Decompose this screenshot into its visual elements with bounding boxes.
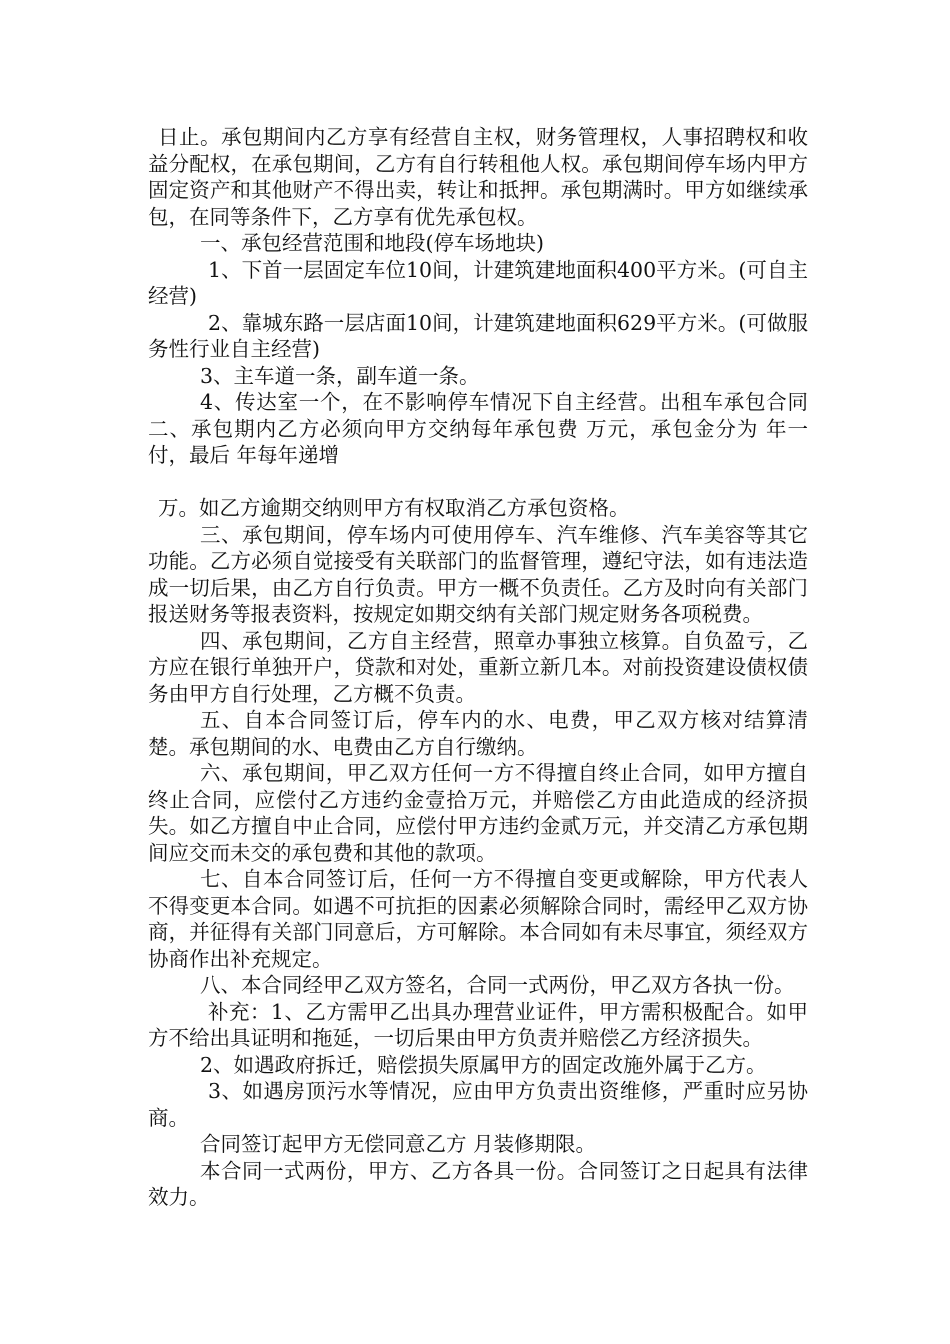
- item-storefront: 2、靠城东路一层店面10间，计建筑建地面积629平方米。(可做服务性行业自主经营): [148, 310, 808, 361]
- clause-eight: 八、本合同经甲乙双方签名，合同一式两份，甲乙双方各执一份。: [200, 973, 795, 997]
- supplement-one: 补充：1、乙方需甲乙出具办理营业证件，甲方需积极配合。如甲方不给出具证明和拖延，一切后果由甲方负责并赔偿乙方经济损失。: [148, 999, 808, 1050]
- item-fixed-parking: 1、下首一层固定车位10间，计建筑建地面积400平方米。(可自主经营): [148, 257, 808, 308]
- blank-line: [148, 469, 808, 496]
- closing-effect: 本合同一式两份，甲方、乙方各具一份。合同签订之日起具有法律效力。: [148, 1158, 808, 1209]
- supplement-two: 2、如遇政府拆迁，赔偿损失原属甲方的固定改施外属于乙方。: [200, 1052, 767, 1077]
- clause-four: 四、承包期间，乙方自主经营，照章办事独立核算。自负盈亏，乙方应在银行单独开户，贷款和对处，重新立新几本。对前投资建设债权债务由甲方自行处理，乙方概不负责。: [148, 628, 808, 706]
- clause-seven: 七、自本合同签订后，任何一方不得擅自变更或解除，甲方代表人不得变更本合同。如遇不可抗拒的因素必须解除合同时，需经甲乙双方协商，并征得有关部门同意后，方可解除。本合同如有未尽事宜，须经双方协商作出补充规定。: [148, 867, 808, 971]
- contract-body: [148, 124, 808, 1211]
- supplement-three: 3、如遇房顶污水等情况，应由甲方负责出资维修，严重时应另协商。: [148, 1079, 808, 1130]
- clause-three: 三、承包期间，停车场内可使用停车、汽车维修、汽车美容等其它功能。乙方必须自觉接受有关联部门的监督管理，遵纪守法，如有违法造成一切后果，由乙方自行负责。甲方一概不负责任。乙方及时向有关部门报送财务等报表资料，按规定如期交纳有关部门规定财务各项税费。: [148, 522, 808, 626]
- heading-scope: 一、承包经营范围和地段(停车场地块): [200, 231, 544, 255]
- item-driveways: 3、主车道一条，副车道一条。: [200, 363, 480, 388]
- paragraph-late-payment: 万。如乙方逾期交纳则甲方有权取消乙方承包资格。: [158, 496, 630, 520]
- item-guard-room: 4、传达室一个，在不影响停车情况下自主经营。出租车承包合同二、承包期内乙方必须向甲方交纳每年承包费 万元，承包金分为 年一付，最后 年每年递增: [148, 390, 808, 467]
- clause-five: 五、自本合同签订后，停车内的水、电费，甲乙双方核对结算清楚。承包期间的水、电费由乙方自行缴纳。: [148, 708, 808, 759]
- renovation-period: 合同签订起甲方无偿同意乙方 月装修期限。: [200, 1132, 597, 1156]
- paragraph-term-rights: 日止。承包期间内乙方享有经营自主权，财务管理权，人事招聘权和收益分配权，在承包期间，乙方有自行转租他人权。承包期间停车场内甲方固定资产和其他财产不得出卖，转让和抵押。承包期满时。甲方如继续承包，在同等条件下，乙方享有优先承包权。: [148, 125, 808, 229]
- clause-six: 六、承包期间，甲乙双方任何一方不得擅自终止合同，如甲方擅自终止合同，应偿付乙方违约金壹拾万元，并赔偿乙方由此造成的经济损失。如乙方擅自中止合同，应偿付甲方违约金贰万元，并交清乙方承包期间应交而未交的承包费和其他的款项。: [148, 761, 808, 865]
